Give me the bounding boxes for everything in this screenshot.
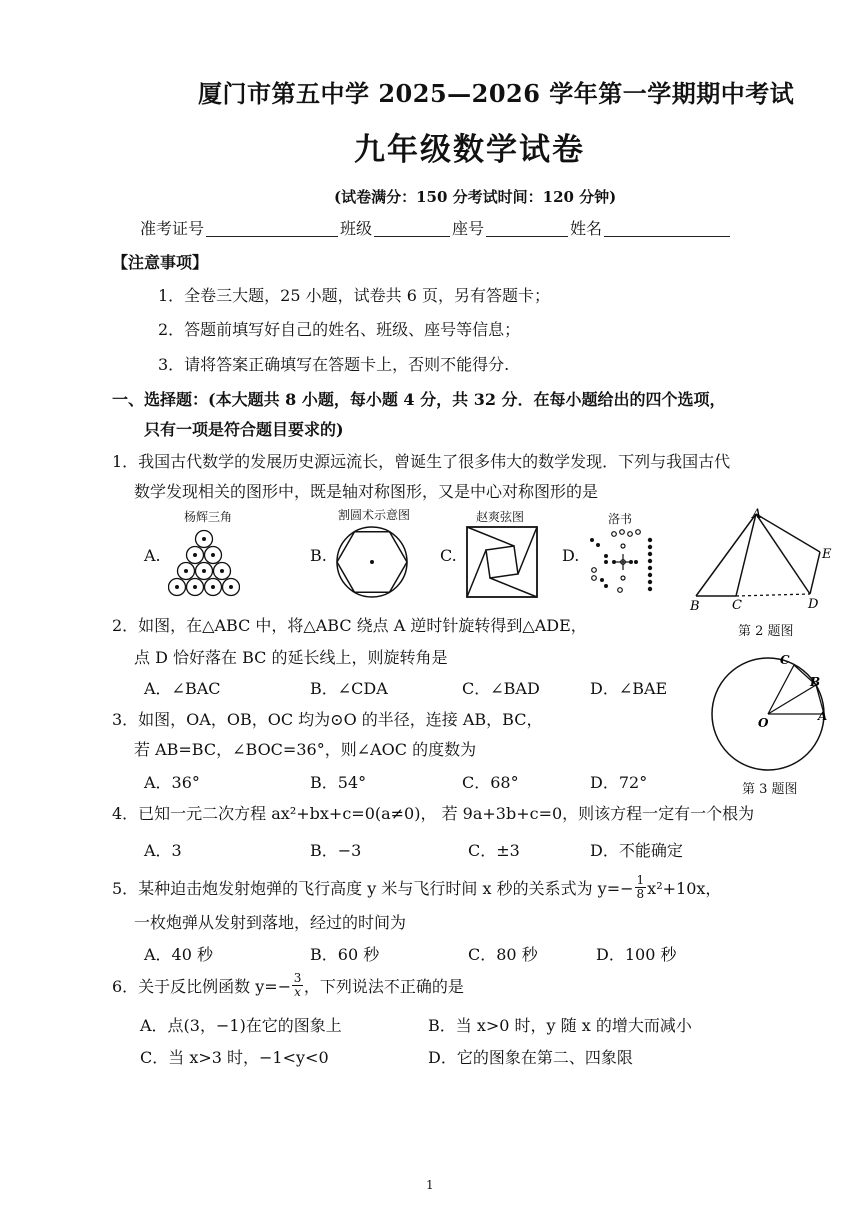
q2-figure-caption: 第 2 题图 — [738, 624, 794, 639]
exam-subtitle: 九年级数学试卷 — [354, 132, 585, 168]
q1-caption-b: 割圆术示意图 — [338, 508, 411, 522]
q5-text-post: x²+10x， — [647, 879, 722, 898]
q3-option-d[interactable]: D．72° — [590, 773, 648, 792]
q5-fraction — [635, 874, 647, 901]
q6-fraction — [292, 972, 303, 999]
field-label-class: 班级 — [340, 219, 373, 238]
q2-line2: 点 D 恰好落在 BC 的延长线上，则旋转角是 — [134, 648, 448, 667]
field-blank-class[interactable] — [374, 220, 450, 237]
q2-label-e: E — [822, 547, 832, 562]
notice-item: 3．请将答案正确填写在答题卡上，否则不能得分. — [158, 355, 510, 374]
score-time: (试卷满分：150 分考试时间：120 分钟) — [334, 188, 617, 206]
q2-label-b: B — [690, 599, 700, 614]
q4-option-c[interactable]: C．±3 — [468, 841, 520, 860]
q4-option-b[interactable]: B．−3 — [310, 841, 362, 860]
q5-option-c[interactable]: C．80 秒 — [468, 945, 538, 964]
q6-frac-num: 3 — [293, 971, 302, 985]
q3-line1: 3．如图，OA，OB，OC 均为⊙O 的半径，连接 AB，BC， — [112, 710, 543, 729]
q4-line1: 4．已知一元二次方程 ax²+bx+c=0(a≠0)， 若 9a+3b+c=0，则该方程一定有一个根为 — [112, 804, 755, 823]
notice-item: 2．答题前填写好自己的姓名、班级、座号等信息； — [158, 320, 521, 339]
q2-label-c: C — [732, 598, 742, 613]
field-blank-id[interactable] — [206, 220, 338, 237]
q3-label-c: C — [780, 653, 790, 667]
q6-text-pre: 6．关于反比例函数 y=− — [112, 977, 292, 996]
q1-caption-c: 赵爽弦图 — [476, 510, 525, 524]
q2-option-a[interactable]: A．∠BAC — [144, 679, 221, 698]
q6-option-a[interactable]: A．点(3，−1)在它的图象上 — [140, 1016, 342, 1035]
q1-caption-d: 洛书 — [608, 512, 633, 526]
q5-frac-den: 8 — [636, 887, 645, 901]
field-label-name: 姓名 — [570, 219, 603, 238]
page-number: 1 — [426, 1178, 434, 1192]
q3-figure-caption: 第 3 题图 — [742, 782, 798, 797]
q2-option-c[interactable]: C．∠BAD — [462, 679, 540, 698]
q5-option-b[interactable]: B．60 秒 — [310, 945, 380, 964]
q6-line1 — [112, 972, 464, 999]
luo-shu-figure — [584, 526, 662, 598]
section1-heading-cont: 只有一项是符合题目要求的) — [144, 420, 344, 439]
q1-caption-a: 杨辉三角 — [184, 510, 233, 524]
exam-title: 厦门市第五中学 2025—2026 学年第一学期期中考试 — [198, 79, 795, 108]
q2-line1: 2．如图，在△ABC 中，将△ABC 绕点 A 逆时针旋转得到△ADE， — [112, 616, 587, 635]
q4-option-d[interactable]: D．不能确定 — [590, 841, 683, 860]
circle-hexagon-figure — [334, 524, 410, 600]
q1-option-c[interactable]: C. — [440, 546, 457, 565]
q5-option-d[interactable]: D．100 秒 — [596, 945, 677, 964]
q3-circle-figure — [708, 650, 832, 774]
q6-option-c[interactable]: C．当 x>3 时，−1<y<0 — [140, 1048, 329, 1067]
q4-option-a[interactable]: A．3 — [144, 841, 182, 860]
q2-label-a: A — [752, 507, 762, 522]
q5-line2: 一枚炮弹从发射到落地，经过的时间为 — [134, 913, 407, 932]
field-label-id: 准考证号 — [140, 219, 205, 238]
notice-item: 1．全卷三大题，25 小题，试卷共 6 页，另有答题卡； — [158, 286, 550, 305]
q3-label-o: O — [758, 716, 769, 730]
q5-option-a[interactable]: A．40 秒 — [144, 945, 214, 964]
q5-line1 — [112, 874, 721, 901]
q3-option-c[interactable]: C．68° — [462, 773, 519, 792]
section1-heading: 一、选择题：(本大题共 8 小题，每小题 4 分，共 32 分．在每小题给出的四个选项， — [112, 390, 726, 409]
field-label-seat: 座号 — [452, 219, 485, 238]
q1-option-b[interactable]: B. — [310, 546, 327, 565]
zhao-shuang-figure — [464, 524, 540, 600]
q2-triangle-figure — [688, 506, 836, 616]
q6-option-b[interactable]: B．当 x>0 时，y 随 x 的增大而减小 — [428, 1016, 692, 1035]
q5-text-pre: 5．某种迫击炮发射炮弹的飞行高度 y 米与飞行时间 x 秒的关系式为 y=− — [112, 879, 634, 898]
q1-option-d[interactable]: D. — [562, 546, 580, 565]
q6-frac-den: x — [294, 985, 301, 999]
q3-option-b[interactable]: B．54° — [310, 773, 367, 792]
q3-label-b: B — [810, 675, 821, 689]
q1-line2: 数学发现相关的图形中，既是轴对称图形，又是中心对称图形的是 — [134, 482, 599, 501]
q2-option-d[interactable]: D．∠BAE — [590, 679, 668, 698]
yang-hui-triangle-figure — [168, 526, 240, 598]
q1-line1: 1．我国古代数学的发展历史源远流长，曾诞生了很多伟大的数学发现．下列与我国古代 — [112, 452, 731, 471]
q6-option-d[interactable]: D．它的图象在第二、四象限 — [428, 1048, 633, 1067]
notice-heading: 【注意事项】 — [112, 253, 209, 272]
field-blank-name[interactable] — [604, 220, 730, 237]
student-info-fields — [140, 216, 732, 239]
q3-option-a[interactable]: A．36° — [144, 773, 200, 792]
field-blank-seat[interactable] — [486, 220, 568, 237]
q5-frac-num: 1 — [636, 873, 645, 887]
q6-text-post: ，下列说法不正确的是 — [303, 977, 464, 996]
q3-line2: 若 AB=BC，∠BOC=36°，则∠AOC 的度数为 — [134, 740, 477, 759]
q2-option-b[interactable]: B．∠CDA — [310, 679, 388, 698]
q1-option-a[interactable]: A. — [144, 546, 161, 565]
q3-label-a: A — [818, 709, 828, 723]
q2-label-d: D — [808, 597, 819, 612]
